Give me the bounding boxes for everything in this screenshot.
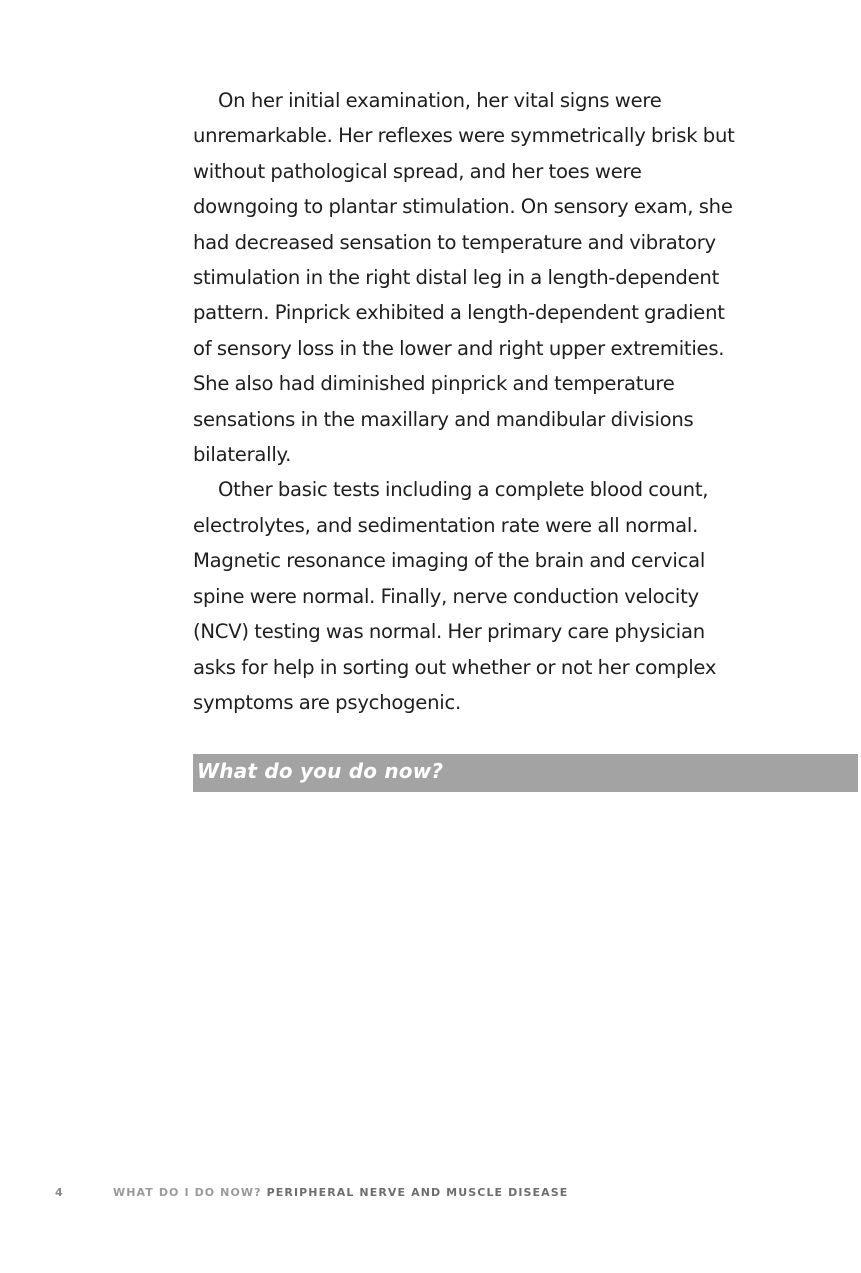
running-head	[113, 1186, 568, 1199]
series-title: WHAT DO I DO NOW?	[113, 1186, 262, 1199]
question-heading: What do you do now?	[197, 759, 444, 783]
paragraph-tests: Other basic tests including a complete blood count, electrolytes, and sedimentation rate were all normal. Magnetic resonance imaging of the brain and cervical spine were normal. Finally, nerve conduction velocity (NCV) testing was normal. Her primary care physician asks for help in sorting out whether or not her complex symptoms are psychogenic.	[193, 478, 717, 714]
question-banner	[193, 754, 858, 792]
body-text	[193, 83, 741, 720]
paragraph-examination: On her initial examination, her vital signs were unremarkable. Her reflexes were symmetrically brisk but without pathological spread, and her toes were downgoing to plantar stimulation. On sensory exam, she had decreased sensation to temperature and vibratory stimulation in the right distal leg in a length-dependent pattern. Pinprick exhibited a length-dependent gradient of sensory loss in the lower and right upper extremities. She also had diminished pinprick and temperature sensations in the maxillary and mandibular divisions bilaterally.	[193, 89, 735, 467]
book-title: PERIPHERAL NERVE AND MUSCLE DISEASE	[266, 1186, 569, 1199]
page-number: 4	[55, 1186, 64, 1199]
